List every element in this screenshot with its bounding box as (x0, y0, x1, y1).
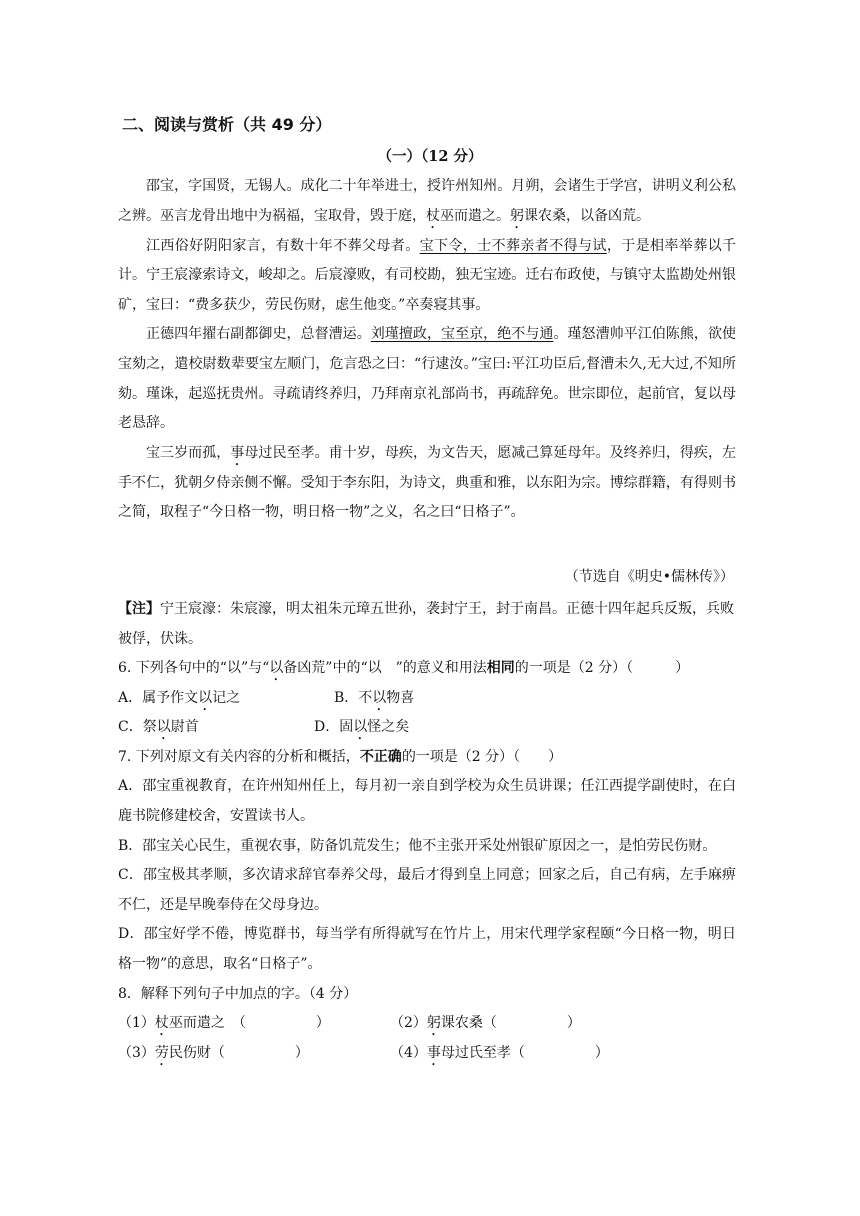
underlined-sentence: 刘瑾擅政，宝至京，绝不与通 (370, 326, 554, 343)
question-6-stem (118, 654, 736, 684)
dotted-char: 杖 (426, 207, 440, 224)
emphasis-text: 相同 (486, 660, 515, 676)
option-c (118, 719, 199, 735)
question-7-option-d: D．邵宝好学不倦，博览群书，每当学有所得就写在竹片上，用宋代理学家程颐“今日格一物，明日格一物”的意思，取名“日格子”。 (118, 926, 736, 972)
note-text: 宁王宸濠：朱宸濠，明太祖朱元璋五世孙，袭封宁王，封于南昌。正德十四年起兵反叛，兵败被俘，伏诛。 (118, 601, 734, 647)
text-run: 课农桑（ ） (440, 1015, 581, 1032)
text-run: 尉首 (170, 719, 199, 736)
text-run: 。瑾怒漕帅平江伯陈熊，欲使宝劾之，遣校尉数辈要宝左顺门，危言恐之曰：“行逮汝。”宝曰:平江功臣后,督漕未久,无大过,不知所劾。瑾诛，起巡抚贵州。寻疏请终养归，乃拜南京礼部尚书，再疏辞免。世宗即位，起前官，复以母老恳辞。 (118, 326, 737, 432)
text-run: （4） (390, 1044, 427, 1061)
passage (118, 172, 736, 528)
text-run: 课农桑，以备凶荒。 (524, 207, 650, 224)
dotted-char: 以 (198, 689, 213, 706)
text-run: D．固 (314, 719, 354, 736)
question-8-row-2 (118, 1039, 736, 1069)
source-citation: （节选自《明史•儒林传》） (564, 569, 734, 585)
text-run: 母过氏至孝（ ） (440, 1044, 609, 1061)
text-run: 江西俗好阴阳家言，有数十年不葬父母者。 (146, 237, 420, 254)
text-run: 巫而遣之。 (440, 207, 510, 224)
text-run: ，于是相率举葬以千计。宁王宸濠索诗文，峻却之。后宸濠败，有司校勘，独无宝迹。迁右布政使，与镇守太监勘处州银矿，宝曰：“费多获少，劳民伤财，虑生他变。”卒奏寝其事。 (118, 237, 737, 313)
underlined-sentence: 宝下令，士不葬亲者不得与试 (419, 237, 607, 254)
q8-item-1 (118, 1015, 330, 1031)
footnote (118, 595, 736, 654)
text-run: 母过民至孝。甫十岁，母疾，为文告天，愿减己算延母年。及终养归，得疾，左手不仁，犹朝夕侍亲侧不懈。受知于李东阳，为诗文，典重和雅，以东阳为宗。博综群籍，有得则书之简，取程子“今日格一物，明日格一物”之义，名之曰“日格子”。 (118, 444, 737, 521)
question-7-option-c: C．邵宝极其孝顺，多次请求辞官奉养父母，最后才得到皇上同意；回家之后，自己有病，左手麻痹不仁，还是早晚奉侍在父母身边。 (118, 867, 736, 913)
emphasis-text: 不正确 (359, 748, 402, 765)
text-run: 的一项是（2 分）（ ） (514, 660, 690, 676)
question-7-stem (118, 743, 736, 773)
passage-paragraph-4 (118, 439, 736, 528)
dotted-char: 以 (372, 689, 387, 706)
dotted-char: 以 (353, 719, 368, 736)
text-run: 邵宝，字国贤，无锡人。成化二十年举进士，授许州知州。月朔，会诸生于学宫，讲明义利公私之辨。巫言龙骨出地中为祸福，宝取骨，毁于庭， (118, 178, 736, 224)
text-run: （1） (118, 1015, 155, 1032)
text-run: 正德四年擢右副都御史，总督漕运。 (146, 326, 371, 343)
text-run: （2） (390, 1015, 427, 1032)
dotted-char: 事 (230, 444, 245, 461)
text-run: 宝三岁而孤， (146, 444, 231, 461)
question-8-row-1 (118, 1009, 736, 1039)
text-run: 的一项是（2 分）（ ） (401, 748, 563, 765)
option-a (118, 690, 240, 706)
section-title: 二、阅读与赏析（共 49 分） (122, 115, 332, 134)
text-run: C．祭 (118, 719, 157, 736)
option-b (334, 684, 414, 714)
passage-paragraph-3 (118, 320, 736, 438)
text-run: （3） (118, 1044, 155, 1061)
text-run: 怪之矣 (367, 719, 410, 736)
text-run: 6. 下列各句中的“以”与“ (118, 660, 270, 676)
dotted-char: 躬 (426, 1015, 441, 1032)
question-7-option-b: B．邵宝关心民生，重视农事，防备饥荒发生；他不主张开采处州银矿原因之一，是怕劳民伤财。 (118, 837, 717, 854)
question-8-stem: 8．解释下列句子中加点的字。（4 分） (118, 985, 358, 1002)
dotted-char: 事 (426, 1044, 441, 1061)
text-run: 7. 下列对原文有关内容的分析和概括， (118, 748, 360, 765)
question-6-options-cd (118, 713, 736, 743)
dotted-char: 杖 (154, 1015, 169, 1032)
passage-paragraph-1 (118, 172, 736, 232)
q8-item-4 (390, 1039, 609, 1069)
text-run: 巫而遣之 （ ） (168, 1015, 330, 1032)
dotted-char: 以 (269, 660, 284, 676)
text-run: 备凶荒”中的“以 ”的意义和用法 (283, 660, 487, 676)
dotted-char: 以 (156, 719, 171, 736)
q8-item-2 (390, 1009, 581, 1039)
note-label: 【注】 (118, 601, 160, 617)
passage-paragraph-2 (118, 232, 736, 321)
passage-subtitle: （一）（12 分） (377, 148, 483, 165)
text-run: 物喜 (386, 689, 415, 706)
questions (118, 654, 736, 1068)
text-run: 民伤财（ ） (168, 1044, 309, 1061)
text-run: 记之 (212, 689, 241, 706)
question-7-option-a: A．邵宝重视教育，在许州知州任上，每月初一亲自到学校为众生员讲课；任江西提学副使时，在白鹿书院修建校舍，安置读书人。 (118, 778, 736, 824)
dotted-char: 躬 (510, 207, 524, 224)
option-d (314, 713, 409, 743)
question-6-options-ab (118, 684, 736, 714)
text-run: A．属予作文 (118, 689, 199, 706)
q8-item-3 (118, 1045, 309, 1061)
dotted-char: 劳 (154, 1044, 169, 1061)
text-run: B．不 (334, 689, 373, 706)
